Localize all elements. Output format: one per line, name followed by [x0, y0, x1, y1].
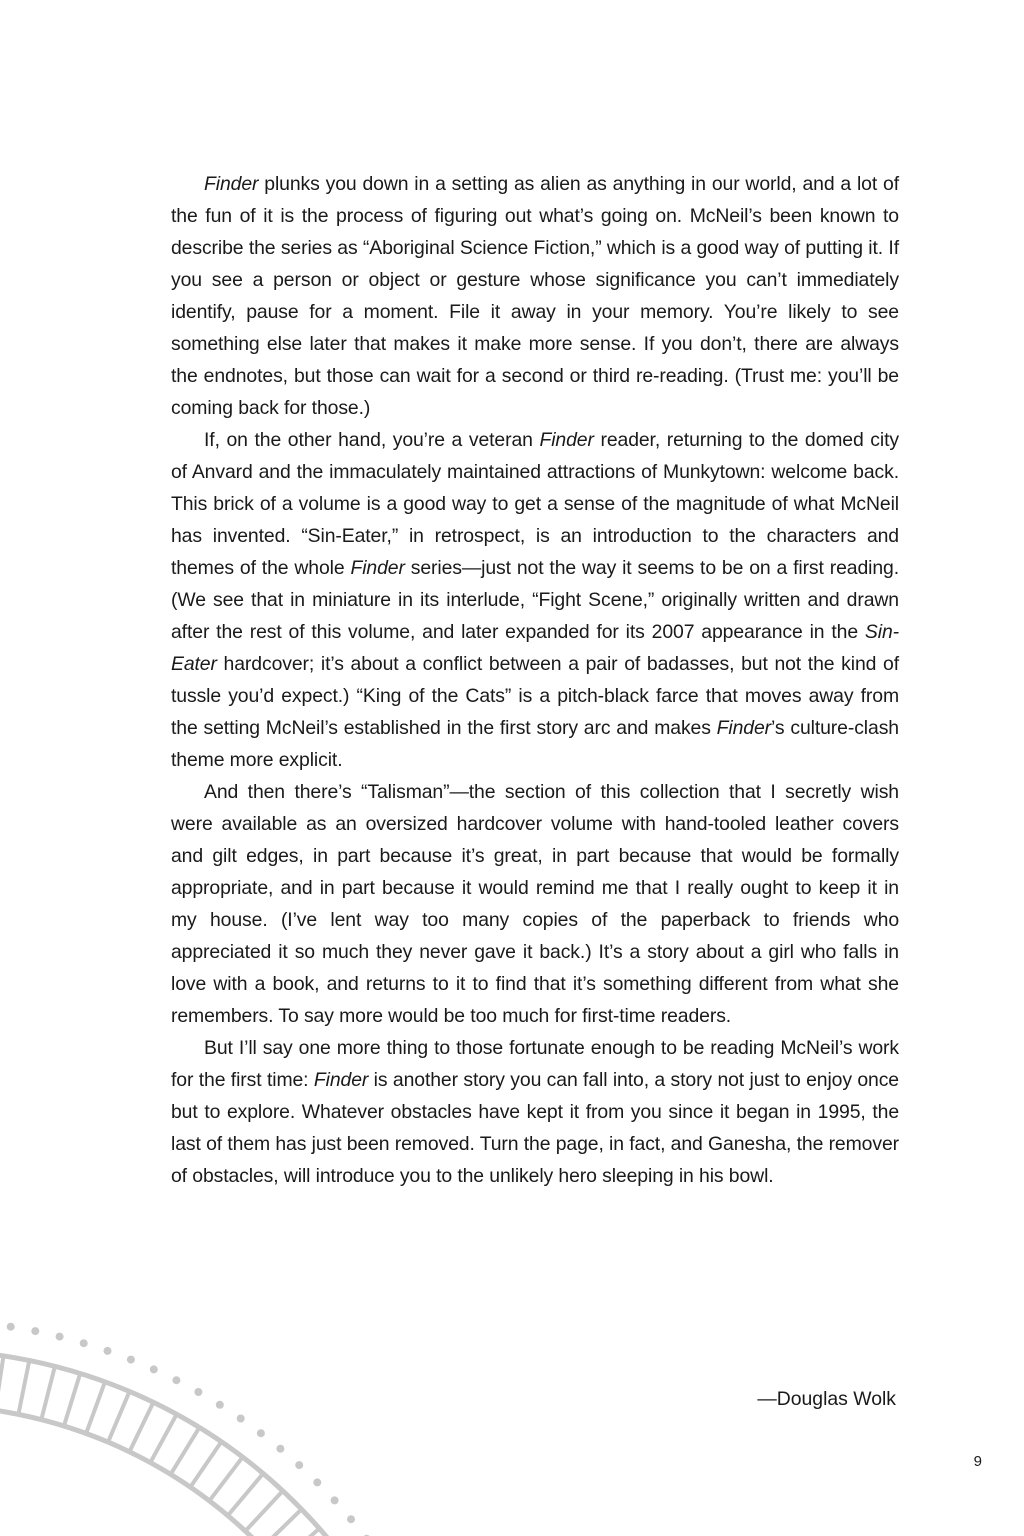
ornament-tick — [42, 1368, 55, 1417]
ornament-tick — [211, 1459, 242, 1500]
ornament-tick — [172, 1429, 199, 1473]
ornament-tick — [130, 1404, 152, 1450]
ornament-tick — [0, 1358, 3, 1408]
paragraph — [171, 168, 899, 424]
ornament-dot — [56, 1333, 64, 1341]
italic-title-run: Finder — [539, 429, 594, 451]
ornament-tick — [192, 1443, 221, 1485]
ornament-dot — [237, 1415, 245, 1423]
page-number: 9 — [973, 1453, 982, 1470]
text-run: is another story you can fall into, a story not just to enjoy once but to explore. Whatever obstacles have kept it from you since it began in 1995, the last of them has just been removed. Turn the page, in fact, and Ganesha, the remover of obstacles, will introduce you to the unlikely hero sleeping in his bowl. — [171, 1069, 899, 1187]
ornament-dot — [295, 1461, 303, 1469]
ornament-tick — [65, 1375, 80, 1424]
italic-title-run: Sin-Eater — [171, 621, 899, 675]
text-run: But I’ll say one more thing to those fortunate enough to be reading McNeil’s work for the first time: — [171, 1037, 899, 1091]
ornament-tick — [87, 1384, 105, 1432]
ornament-dot — [257, 1429, 265, 1437]
ornament-dot — [127, 1356, 135, 1364]
ornament-tick — [247, 1492, 282, 1529]
ornament-tick — [109, 1393, 129, 1440]
text-run: series—just not the way it seems to be on a first reading. (We see that in miniature in its interlude, “Fight Scene,” originally written and drawn after the rest of this volume, and later expanded for its 2007 appearance in the — [171, 557, 900, 643]
ornament-dot — [347, 1515, 355, 1523]
ornament-dot — [7, 1323, 15, 1331]
text-run: hardcover; it’s about a conflict between a pair of badasses, but not the kind of tussle you’d expect.) “King of the Cats” is a pitch-black farce that moves away from the setting McNeil’s established in the first story arc and makes — [171, 653, 899, 739]
ornament-outer-ring — [0, 1350, 449, 1536]
text-run: reader, returning to the domed city of Anvard and the immaculately maintained attractions of Munkytown: welcome back. This brick of a volume is a good way to get a sense of the magnitude of what McNeil has invented. “Sin-Eater,” in retrospect, is an introduction to the characters and themes of the whole — [171, 429, 899, 579]
paragraph — [171, 1032, 899, 1192]
ornament-dot — [276, 1445, 284, 1453]
paragraph — [171, 776, 899, 1032]
ornament-dots — [0, 1316, 483, 1536]
ornament-dot — [331, 1496, 339, 1504]
ornament-inner-ring — [0, 1405, 394, 1536]
ornament-dot — [150, 1365, 158, 1373]
italic-title-run: Finder — [350, 557, 405, 579]
italic-title-run: Finder — [204, 173, 259, 195]
ornament-ticks — [0, 1352, 447, 1536]
ornament-dot — [31, 1327, 39, 1335]
ornament-dot — [313, 1478, 321, 1486]
ornament-dot — [104, 1347, 112, 1355]
body-text — [171, 168, 899, 1192]
ornament-dot — [216, 1401, 224, 1409]
ornament-dot — [194, 1388, 202, 1396]
text-run: plunks you down in a setting as alien as anything in our world, and a lot of the fun of it is the process of figuring out what’s going on. McNeil’s been known to describe the series as “Aboriginal Science Fiction,” which is a good way of putting it. If you see a person or object or gesture whose significance you can’t immediately identify, pause for a moment. File it away in your memory. You’re likely to see something else later that makes it make more sense. If you don’t, there are always the endnotes, but those can wait for a second or third re-reading. (Trust me: you’ll be coming back for those.) — [171, 173, 899, 419]
italic-title-run: Finder — [313, 1069, 369, 1091]
ornament-tick — [280, 1530, 318, 1536]
ornament-dot — [172, 1376, 180, 1384]
ornament-tick — [151, 1416, 175, 1461]
ornament-tick — [19, 1362, 29, 1412]
author-signature: —Douglas Wolk — [757, 1388, 896, 1410]
ornament-tick — [264, 1511, 301, 1536]
text-run: And then there’s “Talisman”—the section of this collection that I secretly wish were available as an oversized hardcover volume with hand-tooled leather covers and gilt edges, in part because it’s great, in part because that would be formally appropriate, and in part because it would remind me that I really ought to keep it in my house. (I’ve lent way too many copies of the paperback to friends who appreciated it so much they never gave it back.) It’s a story about a girl who falls in love with a book, and returns to it to find that it’s something different from what she remembers. To say more would be too much for first-time readers. — [171, 781, 899, 1027]
ornament-dot — [80, 1339, 88, 1347]
text-run: ’s culture-clash theme more explicit. — [171, 717, 899, 771]
paragraph — [171, 424, 899, 776]
text-run: If, on the other hand, you’re a veteran — [204, 429, 540, 451]
ornament-tick — [229, 1475, 262, 1514]
italic-title-run: Finder — [716, 717, 772, 739]
